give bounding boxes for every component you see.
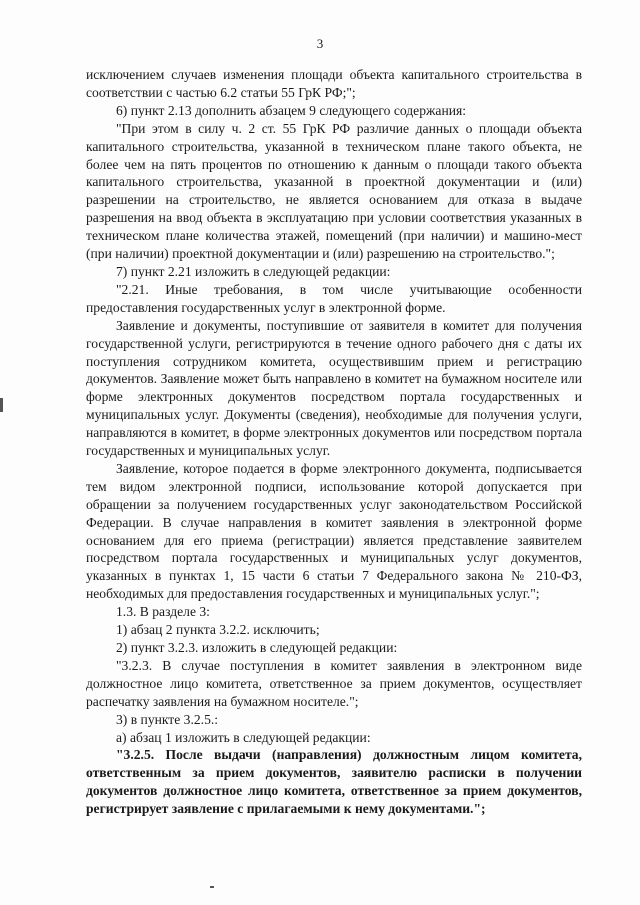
- paragraph: Заявление, которое подается в форме электронного документа, подписывается тем видом электронной подписи, использование которой допускается при обращении за получением государственных услуг законодательством Российской Федерации. В случае направления в комитет заявления в электронной форме основанием для его приема (регистрации) является представление заявителем посредством портала государственных и муниципальных услуг документов, указанных в пунктах 1, 15 части 6 статьи 7 Федерального закона № 210-ФЗ, необходимых для предоставления государственных и муниципальных услуг.";: [86, 460, 582, 602]
- paragraph: 1) абзац 2 пункта 3.2.2. исключить;: [116, 622, 320, 638]
- paragraph: исключением случаев изменения площади объекта капитального строительства в соответствии с частью 6.2 статьи 55 ГрК РФ;";: [86, 67, 582, 100]
- paragraph: 2) пункт 3.2.3. изложить в следующей редакции:: [116, 640, 398, 655]
- scan-edge-mark: [0, 398, 3, 412]
- paragraph: "3.2.5. После выдачи (направления) должностным лицом комитета, ответственным за прием документов, заявителю расписки в получении документов должностное лицо комитета, ответственное за прием документов, регистрирует заявление с прилагаемыми к нему документами.";: [86, 747, 582, 817]
- paragraph: 6) пункт 2.13 дополнить абзацем 9 следующего содержания:: [116, 102, 467, 118]
- page-number: 3: [316, 36, 324, 51]
- paragraph: а) абзац 1 изложить в следующей редакции:: [116, 729, 371, 745]
- paragraph: 1.3. В разделе 3:: [116, 604, 210, 620]
- paragraph: "3.2.3. В случае поступления в комитет заявления в электронном виде должностное лицо комитета, ответственное за прием документов, осуществляет распечатку заявления на бумажном носителе.";: [86, 657, 582, 709]
- paragraph: Заявление и документы, поступившие от заявителя в комитет для получения государственной услуги, регистрируются в течение одного рабочего дня с даты их поступления сотрудником комитета, осуществившим прием и регистрацию документов. Заявление может быть направлено в комитет на бумажном носителе или форме электронных документов посредством портала государственных и муниципальных услуг. Документы (сведения), необходимые для получения услуги, направляются в комитет, в форме электронных документов или посредством портала государственных и муниципальных услуг.: [86, 317, 582, 459]
- paragraph: "При этом в силу ч. 2 ст. 55 ГрК РФ различие данных о площади объекта капитального строительства, указанной в техническом плане такого объекта, не более чем на пять процентов по отношению к данным о площади такого объекта капитального строительства, указанной в проектной документации и (или) разрешении на строительство, не является основанием для отказа в выдаче разрешения на ввод объекта в эксплуатацию при условии соответствия указанных в техническом плане количества этажей, помещений (при наличии) и машино-мест (при наличии) проектной документации и (или) разрешению на строительство.";: [86, 120, 582, 262]
- document-body: [86, 66, 582, 818]
- paragraph: 3) в пункте 3.2.5.:: [116, 711, 219, 727]
- paragraph: 7) пункт 2.21 изложить в следующей редакции:: [116, 263, 391, 279]
- scan-bottom-mark: [210, 886, 214, 888]
- paragraph: "2.21. Иные требования, в том числе учитывающие особенности предоставления государственных услуг в электронной форме.: [86, 281, 582, 315]
